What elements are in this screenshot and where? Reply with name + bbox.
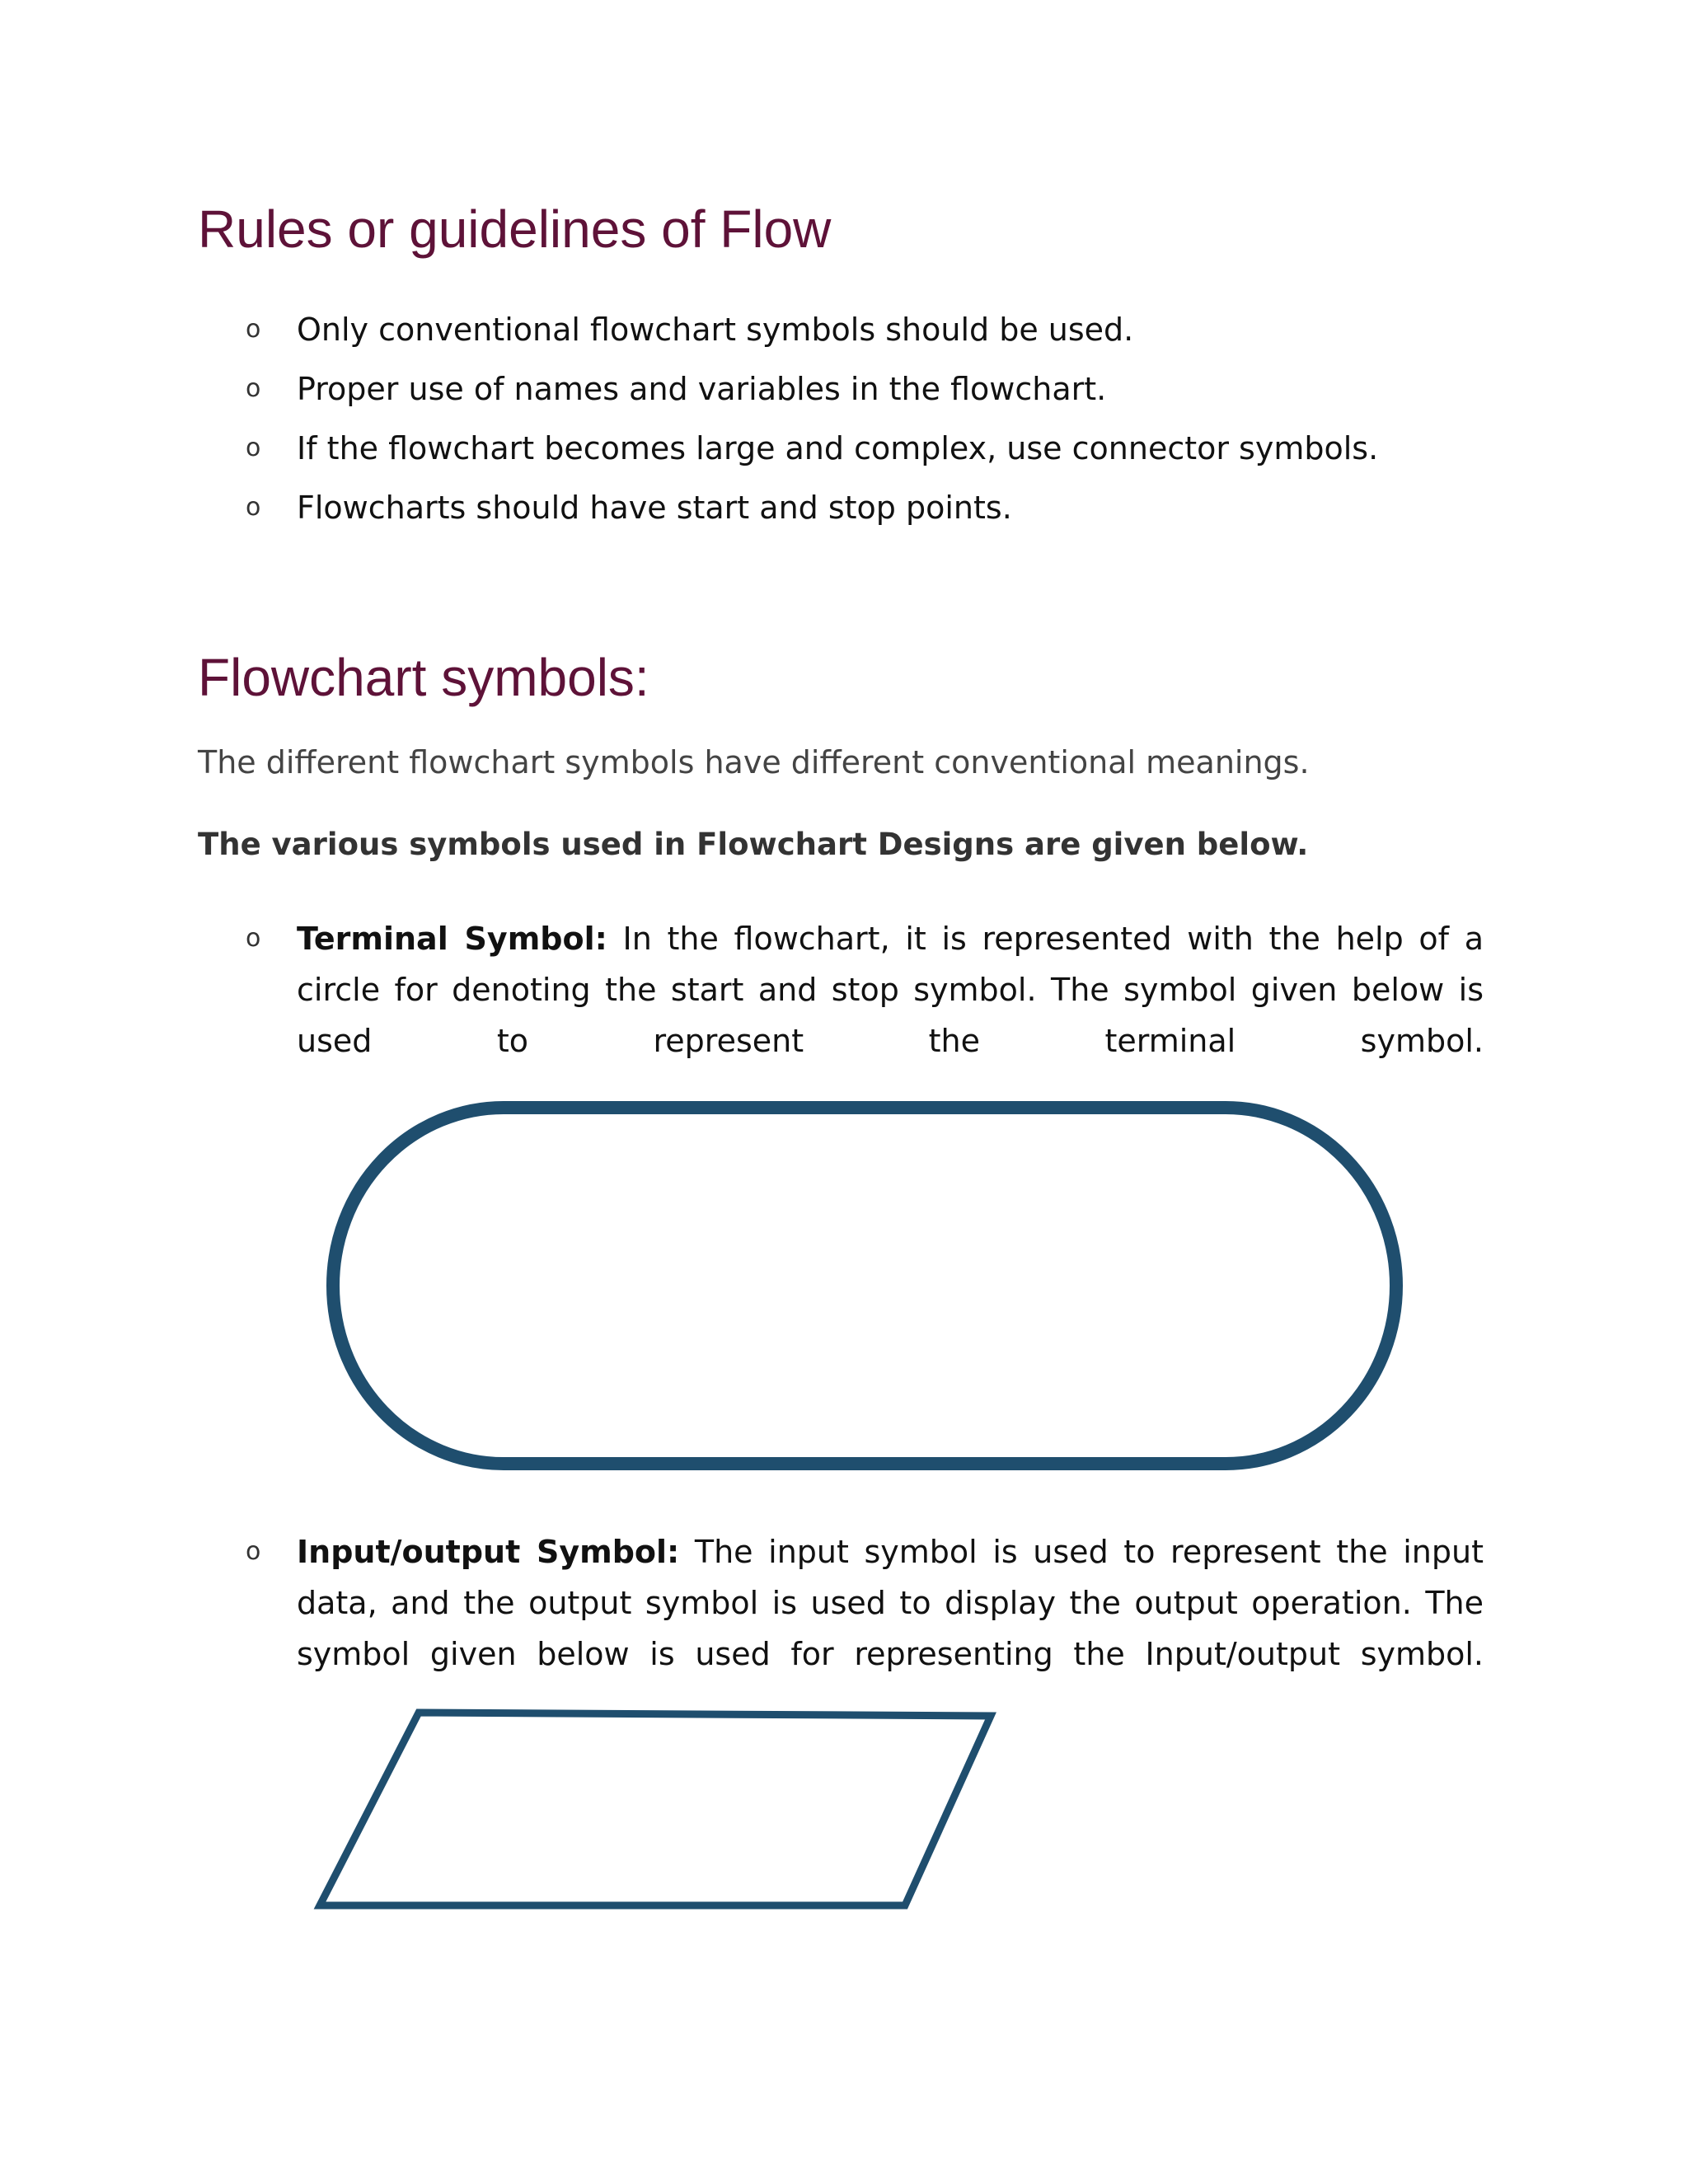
symbols-bold-intro: The various symbols used in Flowchart Designs are given below.: [198, 827, 1309, 862]
list-item-text: Only conventional flowchart symbols should be used.: [297, 312, 1134, 348]
bullet-icon: o: [246, 434, 261, 462]
io-description-text: The input symbol is used to represent the input data, and the output symbol is used to display the output operation. The symbol given below is used for representing the Input/output symbol.: [297, 1534, 1484, 1672]
terminal-description-text: In the flowchart, it is represented with the help of a circle for denoting the start and stop symbol. The symbol given below is used to represent the terminal symbol.: [297, 921, 1484, 1059]
bullet-icon: o: [246, 924, 261, 953]
rules-heading: Rules or guidelines of Flow: [198, 199, 832, 259]
list-item-text: Flowcharts should have start and stop points.: [297, 490, 1012, 526]
list-item: [198, 419, 1378, 478]
list-item: [198, 478, 1378, 537]
symbols-intro: The different flowchart symbols have different conventional meanings.: [198, 744, 1310, 780]
terminal-description: [297, 913, 1484, 1066]
input-output-symbol-icon: [313, 1706, 997, 1912]
io-description: [297, 1526, 1484, 1680]
list-item: [198, 359, 1378, 419]
bullet-icon: o: [246, 315, 261, 344]
rules-list: [198, 300, 1378, 537]
bullet-icon: o: [246, 1537, 261, 1566]
io-symbol-item: [198, 1526, 1484, 1680]
terminal-symbol-item: [198, 913, 1484, 1066]
bullet-icon: o: [246, 493, 261, 522]
list-item-text: If the flowchart becomes large and complex, use connector symbols.: [297, 430, 1379, 466]
list-item-text: Proper use of names and variables in the flowchart.: [297, 371, 1107, 407]
terminal-term: Terminal Symbol:: [297, 921, 607, 957]
bullet-icon: o: [246, 374, 261, 403]
terminal-symbol-icon: [325, 1099, 1404, 1472]
list-item: [198, 300, 1378, 359]
io-term: Input/output Symbol:: [297, 1534, 680, 1570]
symbols-heading: Flowchart symbols:: [198, 648, 649, 707]
